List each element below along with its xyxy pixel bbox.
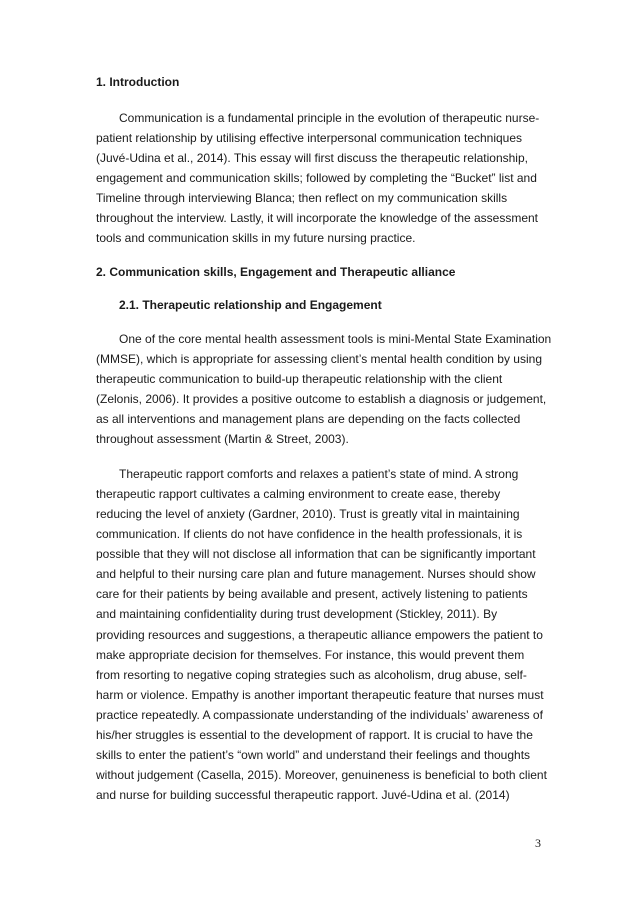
intro-line: throughout the interview. Lastly, it will incorporate the knowledge of the assessment: [96, 211, 539, 225]
paragraph-2-line: therapeutic rapport cultivates a calming environment to create ease, thereby: [96, 487, 501, 501]
paragraph-2-line: practice repeatedly. A compassionate understanding of the individuals’ awareness of: [96, 708, 543, 722]
subsection-2-1-heading: 2.1. Therapeutic relationship and Engagement: [119, 298, 382, 312]
section-1-heading: 1. Introduction: [96, 75, 180, 89]
paragraph-2-line: Therapeutic rapport comforts and relaxes a patient’s state of mind. A strong: [119, 467, 519, 481]
paragraph-2-line: harm or violence. Empathy is another important therapeutic feature that nurses must: [96, 688, 544, 702]
page-number: 3: [535, 836, 541, 850]
intro-line: patient relationship by utilising effective interpersonal communication techniques: [96, 131, 523, 145]
paragraph-2-line: providing resources and suggestions, a therapeutic alliance empowers the patient to: [96, 628, 543, 642]
paragraph-1-line: as all interventions and management plans are depending on the facts collected: [96, 412, 521, 426]
paragraph-2-line: care for their patients by being available and present, actively listening to patients: [96, 587, 528, 601]
paragraph-2-line: reducing the level of anxiety (Gardner, 2010). Trust is greatly vital in maintaining: [96, 507, 520, 521]
paragraph-1-line: One of the core mental health assessment tools is mini-Mental State Examination: [119, 332, 552, 346]
paragraph-2-line: and helpful to their nursing care plan and future management. Nurses should show: [96, 567, 536, 581]
paragraph-2-line: possible that they will not disclose all information that can be significantly important: [96, 547, 536, 561]
paragraph-1-line: (Zelonis, 2006). It provides a positive outcome to establish a diagnosis or judgement,: [96, 392, 547, 406]
paragraph-1-line: throughout assessment (Martin & Street, 2003).: [96, 432, 349, 446]
paragraph-1-line: therapeutic communication to build-up therapeutic relationship with the client: [96, 372, 503, 386]
intro-line: tools and communication skills in my future nursing practice.: [96, 231, 416, 245]
intro-line: Timeline through interviewing Blanca; then reflect on my communication skills: [96, 191, 508, 205]
paragraph-2-line: skills to enter the patient’s “own world” and understand their feelings and thoughts: [96, 748, 531, 762]
paragraph-2-line: and maintaining confidentiality during trust development (Stickley, 2011). By: [96, 607, 498, 621]
paragraph-2-line: from resorting to negative coping strategies such as alcoholism, drug abuse, self-: [96, 668, 527, 682]
section-2-heading: 2. Communication skills, Engagement and Therapeutic alliance: [96, 265, 456, 279]
paragraph-2-line: his/her struggles is essential to the development of rapport. It is crucial to have the: [96, 728, 533, 742]
paragraph-1-line: (MMSE), which is appropriate for assessing client’s mental health condition by using: [96, 352, 542, 366]
intro-line: Communication is a fundamental principle in the evolution of therapeutic nurse-: [119, 111, 540, 125]
intro-line: engagement and communication skills; followed by completing the “Bucket” list and: [96, 171, 537, 185]
paragraph-2-line: communication. If clients do not have confidence in the health professionals, it is: [96, 527, 523, 541]
intro-line: (Juvé-Udina et al., 2014). This essay will first discuss the therapeutic relationship,: [96, 151, 528, 165]
paragraph-2-line: and nurse for building successful therapeutic rapport. Juvé-Udina et al. (2014): [96, 788, 510, 802]
paragraph-2-line: make appropriate decision for themselves. For instance, this would prevent them: [96, 648, 525, 662]
paragraph-2-line: without judgement (Casella, 2015). Moreover, genuineness is beneficial to both client: [96, 768, 547, 782]
